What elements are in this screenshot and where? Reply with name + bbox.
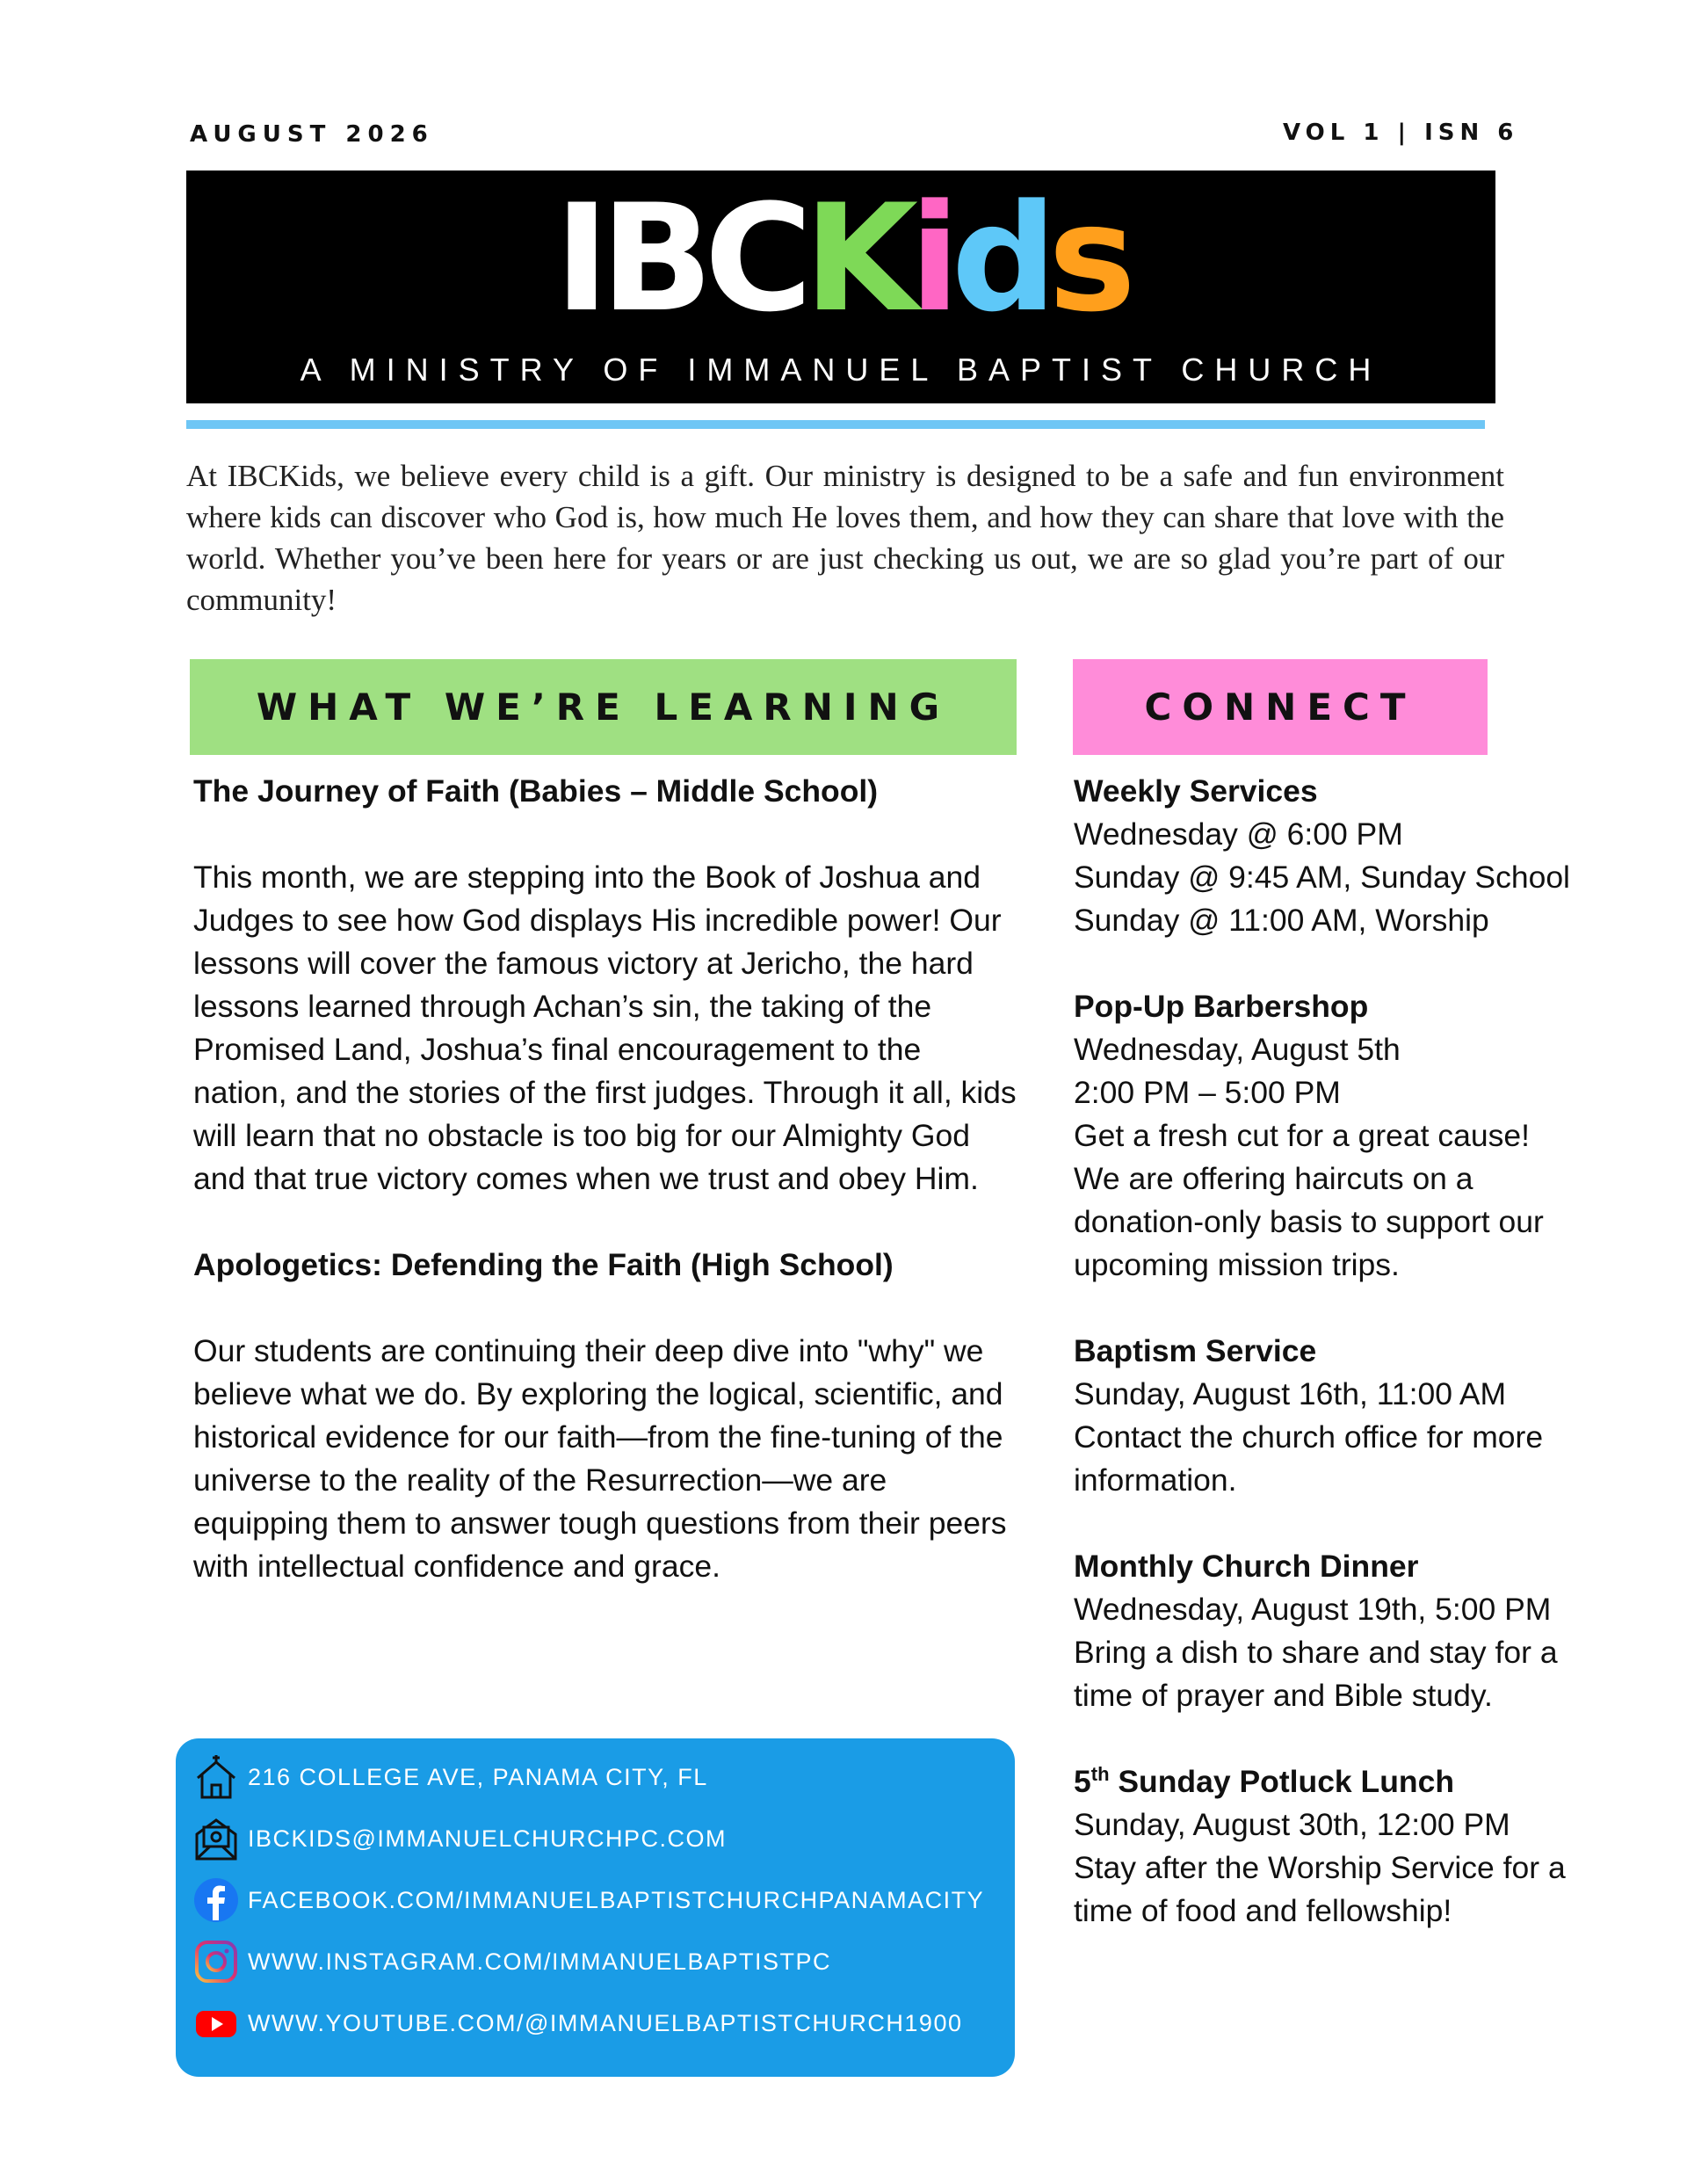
intro-paragraph: At IBCKids, we believe every child is a gift. Our ministry is designed to be a safe and fun environment where kids can discover who God is, how much He loves them, and how they can share that love with the world. Whether you’ve been here for years or are just checking us out, we are so glad you’re part of our community! [186,459,1504,617]
potluck-date: Sunday, August 30th, 12:00 PM [1074,1807,1510,1842]
logo-letter: i [909,172,952,345]
baptism-title: Baptism Service [1074,1333,1317,1368]
barbershop-title: Pop-Up Barbershop [1074,989,1369,1024]
dinner-date: Wednesday, August 19th, 5:00 PM [1074,1592,1552,1627]
youtube-link[interactable]: WWW.YOUTUBE.COM/@IMMANUELBAPTISTCHURCH1900 [248,2009,963,2036]
journey-title: The Journey of Faith (Babies – Middle School) [193,773,879,809]
youtube-icon [192,1999,241,2048]
barbershop-body: Get a fresh cut for a great cause! We are offering haircuts on a donation-only basis to support our upcoming mission trips. [1074,1118,1544,1282]
email-link[interactable]: IBCKIDS@IMMANUELCHURCHPC.COM [248,1825,727,1852]
church-icon [192,1752,241,1802]
weekly-sunday-school: Sunday @ 9:45 AM, Sunday School [1074,860,1570,895]
facebook-link[interactable]: FACEBOOK.COM/IMMANUELBAPTISTCHURCHPANAMACITY [248,1886,985,1913]
facebook-icon [192,1876,241,1925]
logo-letter: s [1047,172,1127,345]
learning-column [193,770,1019,1588]
instagram-link[interactable]: WWW.INSTAGRAM.COM/IMMANUELBAPTISTPC [248,1948,832,1975]
header-divider [186,420,1485,429]
instagram-icon [192,1937,241,1986]
masthead-banner [186,171,1495,403]
youtube-row[interactable] [192,1999,962,2048]
logo-letter: C [704,172,804,345]
apologetics-body: Our students are continuing their deep dive into "why" we believe what we do. By exploring the logical, scientific, and historical evidence for our faith—from the fine-tuning of the universe to the reality of the Resurrection—we are equipping them to answer tough questions from their peers with intellectual confidence and grace. [193,1333,1007,1584]
potluck-body: Stay after the Worship Service for a time of food and fellowship! [1074,1850,1566,1928]
journey-body: This month, we are stepping into the Book of Joshua and Judges to see how God displays His incredible power! Our lessons will cover the famous victory at Jericho, the hard lessons learned through Achan’s sin, the taking of the Promised Land, Joshua’s final encouragement to the nation, and the stories of the first judges. Through it all, kids will learn that no obstacle is too big for our Almighty God and that true victory comes when we trust and obey Him. [193,860,1017,1196]
ibckids-logo [186,172,1495,345]
instagram-row[interactable] [192,1937,831,1986]
connect-column [1074,770,1680,1933]
connect-heading: CONNECT [1073,659,1488,755]
logo-letter: I [554,172,601,345]
potluck-title: 5th Sunday Potluck Lunch [1074,1763,1455,1799]
baptism-body: Contact the church office for more information. [1074,1419,1544,1498]
contact-box [176,1738,1015,2077]
masthead-tagline: A MINISTRY OF IMMANUEL BAPTIST CHURCH [300,352,1382,388]
issue-volume: VOL 1 | ISN 6 [1283,120,1519,146]
dinner-body: Bring a dish to share and stay for a time of prayer and Bible study. [1074,1635,1558,1713]
address-row [192,1752,708,1802]
learning-heading: WHAT WE’RE LEARNING [190,659,1017,755]
weekly-sunday-worship: Sunday @ 11:00 AM, Worship [1074,903,1489,938]
dinner-title: Monthly Church Dinner [1074,1549,1419,1584]
baptism-date: Sunday, August 16th, 11:00 AM [1074,1376,1507,1411]
barbershop-time: 2:00 PM – 5:00 PM [1074,1075,1341,1110]
address-text: 216 COLLEGE AVE, PANAMA CITY, FL [248,1763,708,1790]
weekly-wednesday: Wednesday @ 6:00 PM [1074,816,1403,852]
logo-letter: K [803,172,910,345]
facebook-row[interactable] [192,1876,984,1925]
issue-date: AUGUST 2026 [190,121,434,148]
barbershop-date: Wednesday, August 5th [1074,1032,1401,1067]
logo-letter: B [600,172,705,345]
mail-icon [192,1814,241,1863]
weekly-services-title: Weekly Services [1074,773,1318,809]
email-row[interactable] [192,1814,727,1863]
logo-letter: d [951,172,1048,345]
apologetics-title: Apologetics: Defending the Faith (High School) [193,1247,894,1282]
